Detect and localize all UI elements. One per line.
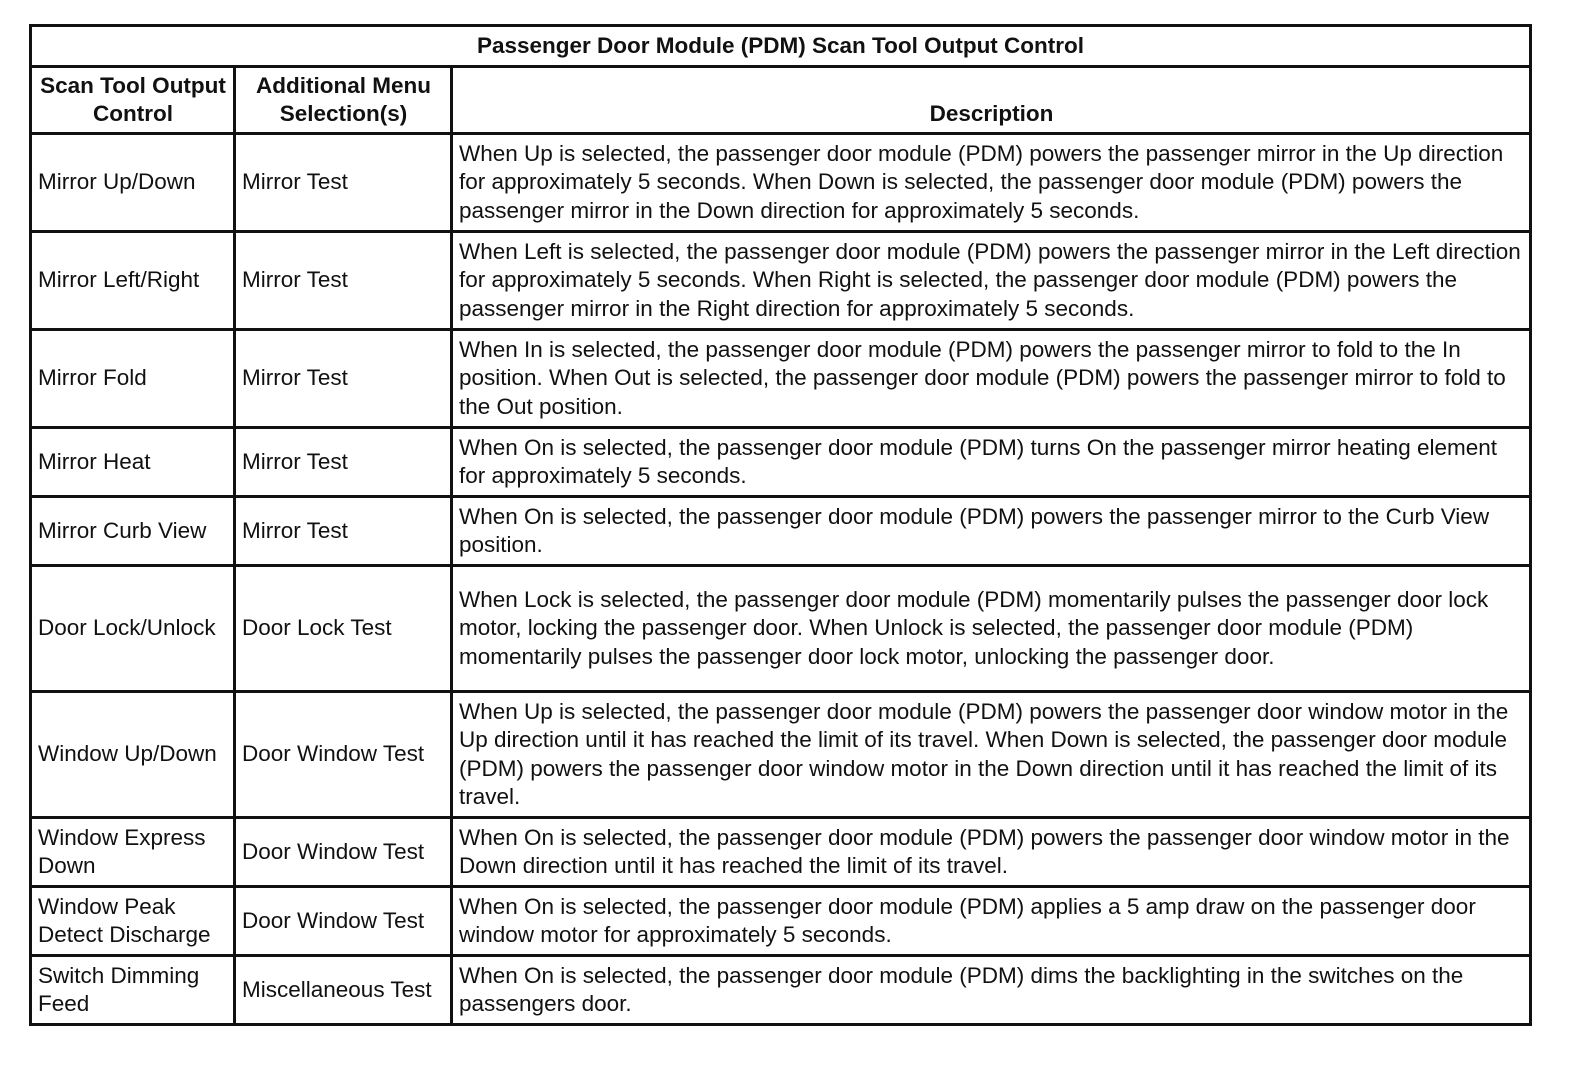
cell-control: Door Lock/Unlock (31, 566, 235, 692)
cell-menu: Door Window Test (235, 818, 452, 887)
cell-menu: Door Window Test (235, 692, 452, 818)
cell-control: Window Up/Down (31, 692, 235, 818)
cell-menu: Mirror Test (235, 428, 452, 497)
table-row (31, 330, 1531, 428)
header-scan-tool-output-control: Scan Tool Output Control (31, 67, 235, 134)
table-row (31, 134, 1531, 232)
table-row (31, 428, 1531, 497)
cell-control: Window Express Down (31, 818, 235, 887)
cell-description: When Up is selected, the passenger door module (PDM) powers the passenger mirror in the Up direction for approximately 5 seconds. When Down is selected, the passenger door module (PDM) powers the passenger mirror in the Down direction for approximately 5 seconds. (452, 134, 1531, 232)
cell-description: When On is selected, the passenger door module (PDM) applies a 5 amp draw on the passenger door window motor for approximately 5 seconds. (452, 887, 1531, 956)
table-row (31, 818, 1531, 887)
output-control-table (29, 24, 1532, 1026)
table-title-row (31, 26, 1531, 67)
cell-menu: Mirror Test (235, 232, 452, 330)
cell-description: When In is selected, the passenger door module (PDM) powers the passenger mirror to fold to the In position. When Out is selected, the passenger door module (PDM) powers the passenger mirror to fold to the Out position. (452, 330, 1531, 428)
cell-menu: Mirror Test (235, 134, 452, 232)
cell-description: When Up is selected, the passenger door module (PDM) powers the passenger door window motor in the Up direction until it has reached the limit of its travel. When Down is selected, the passenger door module (PDM) powers the passenger door window motor in the Down direction until it has reached the limit of its travel. (452, 692, 1531, 818)
table-row (31, 692, 1531, 818)
cell-control: Mirror Heat (31, 428, 235, 497)
table-title: Passenger Door Module (PDM) Scan Tool Output Control (31, 26, 1531, 67)
cell-menu: Mirror Test (235, 330, 452, 428)
cell-description: When On is selected, the passenger door module (PDM) dims the backlighting in the switches on the passengers door. (452, 956, 1531, 1025)
header-description: Description (452, 67, 1531, 134)
cell-control: Mirror Up/Down (31, 134, 235, 232)
cell-control: Switch Dimming Feed (31, 956, 235, 1025)
cell-control: Mirror Curb View (31, 497, 235, 566)
cell-description: When Left is selected, the passenger door module (PDM) powers the passenger mirror in the Left direction for approximately 5 seconds. When Right is selected, the passenger door module (PDM) powers the passenger mirror in the Right direction for approximately 5 seconds. (452, 232, 1531, 330)
header-additional-menu-selections: Additional Menu Selection(s) (235, 67, 452, 134)
cell-menu: Mirror Test (235, 497, 452, 566)
cell-menu: Door Window Test (235, 887, 452, 956)
cell-control: Mirror Fold (31, 330, 235, 428)
table-header-row (31, 67, 1531, 134)
cell-description: When Lock is selected, the passenger door module (PDM) momentarily pulses the passenger door lock motor, locking the passenger door. When Unlock is selected, the passenger door module (PDM) momentarily pulses the passenger door lock motor, unlocking the passenger door. (452, 566, 1531, 692)
table-row (31, 956, 1531, 1025)
table-row (31, 497, 1531, 566)
cell-control: Mirror Left/Right (31, 232, 235, 330)
table-row (31, 566, 1531, 692)
cell-description: When On is selected, the passenger door module (PDM) powers the passenger door window motor in the Down direction until it has reached the limit of its travel. (452, 818, 1531, 887)
cell-menu: Miscellaneous Test (235, 956, 452, 1025)
cell-menu: Door Lock Test (235, 566, 452, 692)
cell-control: Window Peak Detect Discharge (31, 887, 235, 956)
table-row (31, 232, 1531, 330)
cell-description: When On is selected, the passenger door module (PDM) powers the passenger mirror to the Curb View position. (452, 497, 1531, 566)
cell-description: When On is selected, the passenger door module (PDM) turns On the passenger mirror heating element for approximately 5 seconds. (452, 428, 1531, 497)
table-row (31, 887, 1531, 956)
